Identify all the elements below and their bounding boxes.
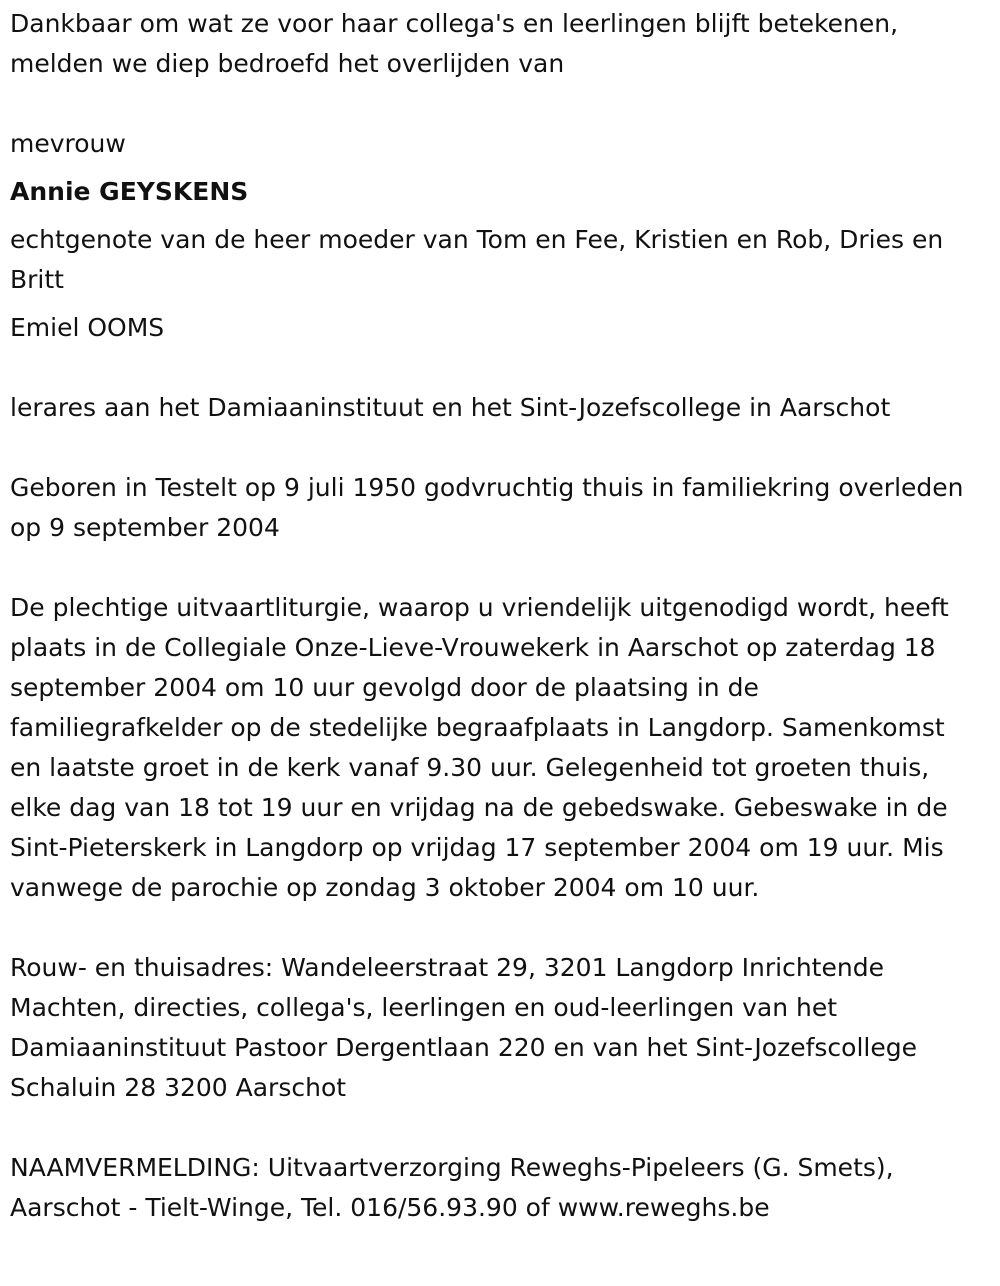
deceased-name: Annie GEYSKENS [10, 177, 249, 206]
relations-text: echtgenote van de heer moeder van Tom en Fee, Kristien en Rob, Dries en Britt [10, 225, 944, 294]
occupation-text: lerares aan het Damiaaninstituut en het Sint-Jozefscollege in Aarschot [10, 393, 891, 422]
ceremony-text: De plechtige uitvaartliturgie, waarop u vriendelijk uitgenodigd wordt, heeft plaats in de Collegiale Onze-Lieve-Vrouwekerk in Aarschot op zaterdag 18 september 2004 om 10 uur gevolgd door de plaatsing in de familiegrafkelder op de stedelijke begraafplaats in Langdorp. Samenkomst en laatste groet in de kerk vanaf 9.30 uur. Gelegenheid tot groeten thuis, elke dag van 18 tot 19 uur en vrijdag na de gebedswake. Gebeswake in de Sint-Pieterskerk in Langdorp op vrijdag 17 september 2004 om 19 uur. Mis vanwege de parochie op zondag 3 oktober 2004 om 10 uur. [10, 593, 949, 902]
address-text: Rouw- en thuisadres: Wandeleerstraat 29, 3201 Langdorp Inrichtende Machten, directies, collega's, leerlingen en oud-leerlingen van het Damiaaninstituut Pastoor Dergentlaan 220 en van het Sint-Jozefscollege Schaluin 28 3200 Aarschot [10, 953, 917, 1102]
birth-death-text: Geboren in Testelt op 9 juli 1950 godvruchtig thuis in familiekring overleden op 9 september 2004 [10, 473, 964, 542]
funeral-home-text: NAAMVERMELDING: Uitvaartverzorging Reweghs-Pipeleers (G. Smets), Aarschot - Tielt-Winge, Tel. 016/56.93.90 of www.reweghs.be [10, 1153, 894, 1222]
spouse-name: Emiel OOMS [10, 313, 165, 342]
title-prefix: mevrouw [10, 129, 126, 158]
intro-text: Dankbaar om wat ze voor haar collega's en leerlingen blijft betekenen, melden we diep bedroefd het overlijden van [10, 9, 899, 78]
